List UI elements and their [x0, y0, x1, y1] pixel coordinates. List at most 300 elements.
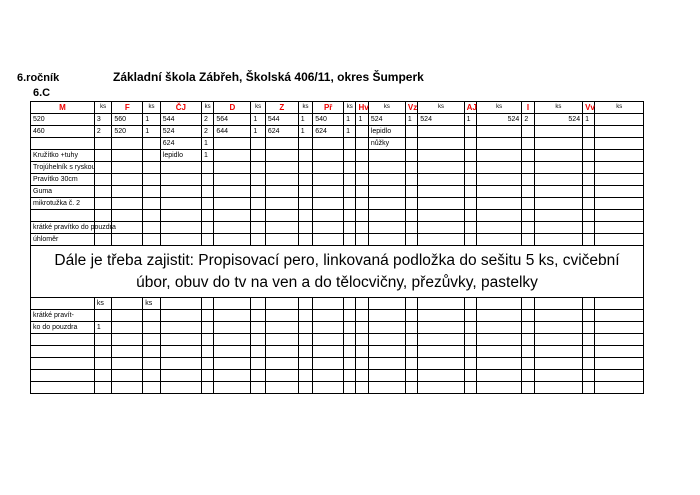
table-cell	[31, 382, 95, 394]
table-cell	[344, 334, 356, 346]
table-cell	[160, 382, 201, 394]
table-cell	[298, 198, 312, 210]
table-row	[31, 298, 644, 310]
table-cell	[265, 382, 298, 394]
table-cell	[418, 370, 464, 382]
table-row	[31, 186, 644, 198]
table-cell	[534, 174, 582, 186]
table-cell	[595, 310, 644, 322]
table-cell	[356, 334, 368, 346]
additional-items-note: Dále je třeba zajistit: Propisovací pero, linkovaná podložka do sešitu 5 ks, cvičební úbor, obuv do tv na ven a do tělocvičny, přezůvky, pastelky	[31, 246, 644, 298]
table-cell	[356, 174, 368, 186]
table-cell	[356, 162, 368, 174]
table-cell	[112, 198, 143, 210]
table-cell	[477, 126, 522, 138]
table-cell	[405, 162, 417, 174]
table-cell	[214, 370, 251, 382]
table-cell	[160, 346, 201, 358]
table-cell	[160, 222, 201, 234]
table-cell	[214, 186, 251, 198]
table-cell	[94, 358, 112, 370]
table-cell: 1	[344, 126, 356, 138]
table-cell	[112, 370, 143, 382]
table-cell	[583, 138, 595, 150]
table-cell	[298, 298, 312, 310]
table-cell	[313, 162, 344, 174]
table-cell	[477, 162, 522, 174]
table-cell	[298, 334, 312, 346]
table-cell	[251, 174, 265, 186]
table-cell: ko do pouzdra	[31, 322, 95, 334]
table-cell	[356, 310, 368, 322]
table-cell	[477, 298, 522, 310]
table-cell	[464, 358, 476, 370]
table-cell	[477, 138, 522, 150]
table-cell	[583, 234, 595, 246]
table-cell	[160, 334, 201, 346]
table-cell	[214, 382, 251, 394]
table-cell	[583, 334, 595, 346]
table-cell	[201, 370, 213, 382]
table-cell	[251, 346, 265, 358]
table-cell	[356, 370, 368, 382]
table-cell	[112, 346, 143, 358]
table-cell	[112, 334, 143, 346]
table-cell	[265, 162, 298, 174]
table-cell	[143, 210, 161, 222]
table-cell	[143, 310, 161, 322]
table-cell	[522, 346, 534, 358]
table-cell	[112, 222, 143, 234]
table-cell: 624	[160, 138, 201, 150]
table-cell	[477, 322, 522, 334]
table-cell	[298, 370, 312, 382]
table-cell	[201, 234, 213, 246]
table-cell	[298, 162, 312, 174]
table-cell	[214, 298, 251, 310]
table-row	[31, 198, 644, 210]
table-cell: 1	[405, 114, 417, 126]
table-cell	[143, 150, 161, 162]
table-cell	[298, 222, 312, 234]
column-header: ks	[201, 102, 213, 114]
column-header: Hv	[356, 102, 368, 114]
table-cell	[112, 310, 143, 322]
table-cell	[201, 298, 213, 310]
table-cell: 1	[251, 126, 265, 138]
table-cell	[595, 198, 644, 210]
note-row	[31, 246, 644, 298]
table-cell	[595, 322, 644, 334]
table-cell	[405, 186, 417, 198]
table-cell	[405, 358, 417, 370]
table-cell	[477, 382, 522, 394]
table-cell	[356, 198, 368, 210]
table-cell	[313, 334, 344, 346]
table-cell	[251, 150, 265, 162]
table-row	[31, 310, 644, 322]
column-header: ČJ	[160, 102, 201, 114]
table-cell	[298, 346, 312, 358]
column-header: I	[522, 102, 534, 114]
table-cell	[418, 358, 464, 370]
header-row	[31, 102, 644, 114]
table-cell	[583, 358, 595, 370]
table-cell: ks	[143, 298, 161, 310]
column-header: D	[214, 102, 251, 114]
table-cell	[31, 298, 95, 310]
table-cell	[265, 198, 298, 210]
table-cell	[534, 234, 582, 246]
table-cell	[464, 150, 476, 162]
table-cell	[405, 310, 417, 322]
table-cell	[522, 150, 534, 162]
table-cell	[143, 234, 161, 246]
table-cell	[112, 186, 143, 198]
table-cell	[522, 310, 534, 322]
table-cell	[534, 186, 582, 198]
table-cell	[112, 358, 143, 370]
table-cell	[534, 358, 582, 370]
column-header: ks	[143, 102, 161, 114]
table-cell	[214, 322, 251, 334]
column-header: M	[31, 102, 95, 114]
table-cell	[112, 150, 143, 162]
table-cell	[143, 334, 161, 346]
table-cell	[477, 370, 522, 382]
table-cell	[477, 346, 522, 358]
table-cell	[464, 370, 476, 382]
grade-label: 6.ročník	[17, 72, 60, 84]
table-cell	[464, 234, 476, 246]
table-cell: 1	[251, 114, 265, 126]
table-cell	[477, 310, 522, 322]
table-cell	[583, 222, 595, 234]
table-cell	[31, 334, 95, 346]
table-cell	[418, 150, 464, 162]
table-cell	[344, 310, 356, 322]
column-header: ks	[368, 102, 405, 114]
table-cell	[534, 346, 582, 358]
table-cell	[344, 162, 356, 174]
table-cell: 1	[201, 150, 213, 162]
table-cell	[534, 126, 582, 138]
table-cell: Guma	[31, 186, 95, 198]
table-cell	[344, 382, 356, 394]
table-cell	[313, 150, 344, 162]
table-cell	[214, 346, 251, 358]
table-cell	[313, 186, 344, 198]
table-cell	[344, 322, 356, 334]
table-cell	[405, 138, 417, 150]
table-row	[31, 210, 644, 222]
table-cell	[464, 310, 476, 322]
table-cell: 524	[477, 114, 522, 126]
table-cell	[344, 186, 356, 198]
table-cell	[201, 310, 213, 322]
table-cell	[356, 382, 368, 394]
table-cell	[368, 174, 405, 186]
table-cell	[405, 234, 417, 246]
table-cell: 524	[534, 114, 582, 126]
table-cell	[344, 370, 356, 382]
table-cell: mikrotužka č. 2	[31, 198, 95, 210]
table-cell	[418, 162, 464, 174]
table-cell	[201, 198, 213, 210]
table-cell	[143, 358, 161, 370]
table-cell: 1	[201, 138, 213, 150]
table-cell	[522, 334, 534, 346]
table-cell: 524	[160, 126, 201, 138]
table-row	[31, 126, 644, 138]
table-cell	[405, 334, 417, 346]
column-header: ks	[595, 102, 644, 114]
table-cell	[583, 126, 595, 138]
table-cell	[298, 138, 312, 150]
table-cell	[160, 298, 201, 310]
table-cell	[265, 138, 298, 150]
table-cell	[313, 174, 344, 186]
table-cell: 2	[201, 114, 213, 126]
table-cell	[595, 222, 644, 234]
table-cell	[522, 126, 534, 138]
table-cell	[214, 310, 251, 322]
table-cell	[534, 382, 582, 394]
table-row	[31, 334, 644, 346]
table-cell	[418, 174, 464, 186]
table-cell	[214, 210, 251, 222]
table-cell	[313, 234, 344, 246]
table-cell	[94, 150, 112, 162]
column-header: ks	[477, 102, 522, 114]
table-cell	[94, 382, 112, 394]
table-cell	[464, 346, 476, 358]
table-cell	[94, 138, 112, 150]
table-cell	[298, 234, 312, 246]
table-cell	[356, 298, 368, 310]
table-cell	[94, 186, 112, 198]
table-cell	[522, 162, 534, 174]
table-row	[31, 222, 644, 234]
table-cell	[160, 210, 201, 222]
table-cell	[214, 234, 251, 246]
table-cell	[201, 162, 213, 174]
table-cell: 2	[522, 114, 534, 126]
table-cell	[160, 322, 201, 334]
table-cell	[251, 334, 265, 346]
table-cell	[418, 298, 464, 310]
table-cell	[356, 358, 368, 370]
table-cell	[251, 222, 265, 234]
table-cell	[31, 370, 95, 382]
table-cell	[298, 150, 312, 162]
table-cell	[112, 210, 143, 222]
table-cell	[251, 234, 265, 246]
table-cell	[595, 334, 644, 346]
table-cell	[94, 334, 112, 346]
table-cell	[265, 174, 298, 186]
table-cell	[534, 334, 582, 346]
table-cell	[534, 310, 582, 322]
table-cell: 1	[464, 114, 476, 126]
table-cell	[522, 358, 534, 370]
table-cell	[143, 322, 161, 334]
table-cell	[534, 198, 582, 210]
column-header: Př	[313, 102, 344, 114]
table-cell	[534, 210, 582, 222]
table-cell	[112, 234, 143, 246]
table-cell	[418, 210, 464, 222]
table-cell	[418, 186, 464, 198]
table-cell	[595, 162, 644, 174]
table-cell	[265, 358, 298, 370]
table-cell	[464, 126, 476, 138]
table-cell	[214, 174, 251, 186]
table-cell	[522, 322, 534, 334]
table-cell	[368, 186, 405, 198]
table-cell	[94, 210, 112, 222]
table-cell	[583, 150, 595, 162]
table-cell: 624	[313, 126, 344, 138]
table-cell	[522, 298, 534, 310]
table-row	[31, 114, 644, 126]
table-cell	[477, 358, 522, 370]
table-cell	[251, 210, 265, 222]
table-cell	[595, 186, 644, 198]
table-row	[31, 138, 644, 150]
table-cell	[418, 126, 464, 138]
table-cell	[214, 138, 251, 150]
table-cell	[265, 234, 298, 246]
table-cell	[595, 298, 644, 310]
table-cell	[405, 222, 417, 234]
table-cell	[313, 382, 344, 394]
table-cell: 1	[356, 114, 368, 126]
table-cell: krátké pravítko do pouzdra	[31, 222, 95, 234]
table-cell	[265, 186, 298, 198]
table-cell	[94, 198, 112, 210]
table-cell	[298, 174, 312, 186]
table-cell	[464, 138, 476, 150]
table-cell: 1	[344, 114, 356, 126]
table-cell	[595, 346, 644, 358]
table-cell: 1	[298, 114, 312, 126]
table-cell	[477, 150, 522, 162]
table-cell	[368, 322, 405, 334]
table-cell	[534, 150, 582, 162]
table-cell	[477, 198, 522, 210]
table-cell	[344, 298, 356, 310]
table-cell	[251, 138, 265, 150]
class-label: 6.C	[33, 87, 51, 99]
table-cell: lepidlo	[368, 126, 405, 138]
table-row	[31, 346, 644, 358]
table-cell	[265, 222, 298, 234]
table-cell	[94, 370, 112, 382]
table-cell: 544	[265, 114, 298, 126]
table-cell	[405, 198, 417, 210]
table-cell	[201, 382, 213, 394]
column-header: ks	[418, 102, 464, 114]
table-cell	[160, 174, 201, 186]
table-cell	[251, 358, 265, 370]
table-cell	[368, 298, 405, 310]
table-cell	[522, 222, 534, 234]
table-cell	[143, 382, 161, 394]
table-cell	[368, 198, 405, 210]
table-cell	[405, 126, 417, 138]
table-row	[31, 358, 644, 370]
table-cell	[214, 150, 251, 162]
table-cell	[595, 114, 644, 126]
table-cell	[405, 346, 417, 358]
table-cell	[160, 370, 201, 382]
table-cell	[298, 358, 312, 370]
table-cell	[477, 234, 522, 246]
table-cell	[112, 162, 143, 174]
table-cell	[464, 298, 476, 310]
table-cell	[160, 186, 201, 198]
table-cell	[344, 222, 356, 234]
table-cell	[405, 210, 417, 222]
table-cell	[368, 382, 405, 394]
table-cell	[356, 138, 368, 150]
school-title: Základní škola Zábřeh, Školská 406/11, okres Šumperk	[113, 70, 424, 84]
table-cell	[251, 186, 265, 198]
table-cell	[534, 222, 582, 234]
column-header: ks	[251, 102, 265, 114]
column-header: Vv	[583, 102, 595, 114]
table-cell	[477, 174, 522, 186]
table-cell	[251, 370, 265, 382]
table-cell	[534, 162, 582, 174]
table-cell	[464, 222, 476, 234]
table-cell	[298, 186, 312, 198]
table-cell	[418, 334, 464, 346]
table-cell: 524	[418, 114, 464, 126]
table-cell	[265, 150, 298, 162]
table-cell	[405, 370, 417, 382]
table-cell: 1	[583, 114, 595, 126]
table-cell	[298, 210, 312, 222]
table-cell	[368, 358, 405, 370]
table-cell	[522, 198, 534, 210]
table-row	[31, 174, 644, 186]
table-cell	[344, 234, 356, 246]
table-cell	[534, 138, 582, 150]
table-cell	[356, 234, 368, 246]
table-cell: 1	[143, 114, 161, 126]
table-cell	[418, 234, 464, 246]
table-cell	[31, 346, 95, 358]
table-cell	[160, 162, 201, 174]
table-cell	[94, 174, 112, 186]
table-cell	[214, 334, 251, 346]
table-cell	[583, 382, 595, 394]
table-cell	[464, 174, 476, 186]
table-cell	[418, 382, 464, 394]
table-cell	[368, 222, 405, 234]
table-cell	[31, 210, 95, 222]
table-cell	[160, 234, 201, 246]
table-cell	[160, 358, 201, 370]
table-cell	[160, 310, 201, 322]
table-cell	[265, 210, 298, 222]
table-cell: Kružítko +tuhy	[31, 150, 95, 162]
table-cell	[143, 346, 161, 358]
table-cell	[356, 210, 368, 222]
column-header: Vz	[405, 102, 417, 114]
